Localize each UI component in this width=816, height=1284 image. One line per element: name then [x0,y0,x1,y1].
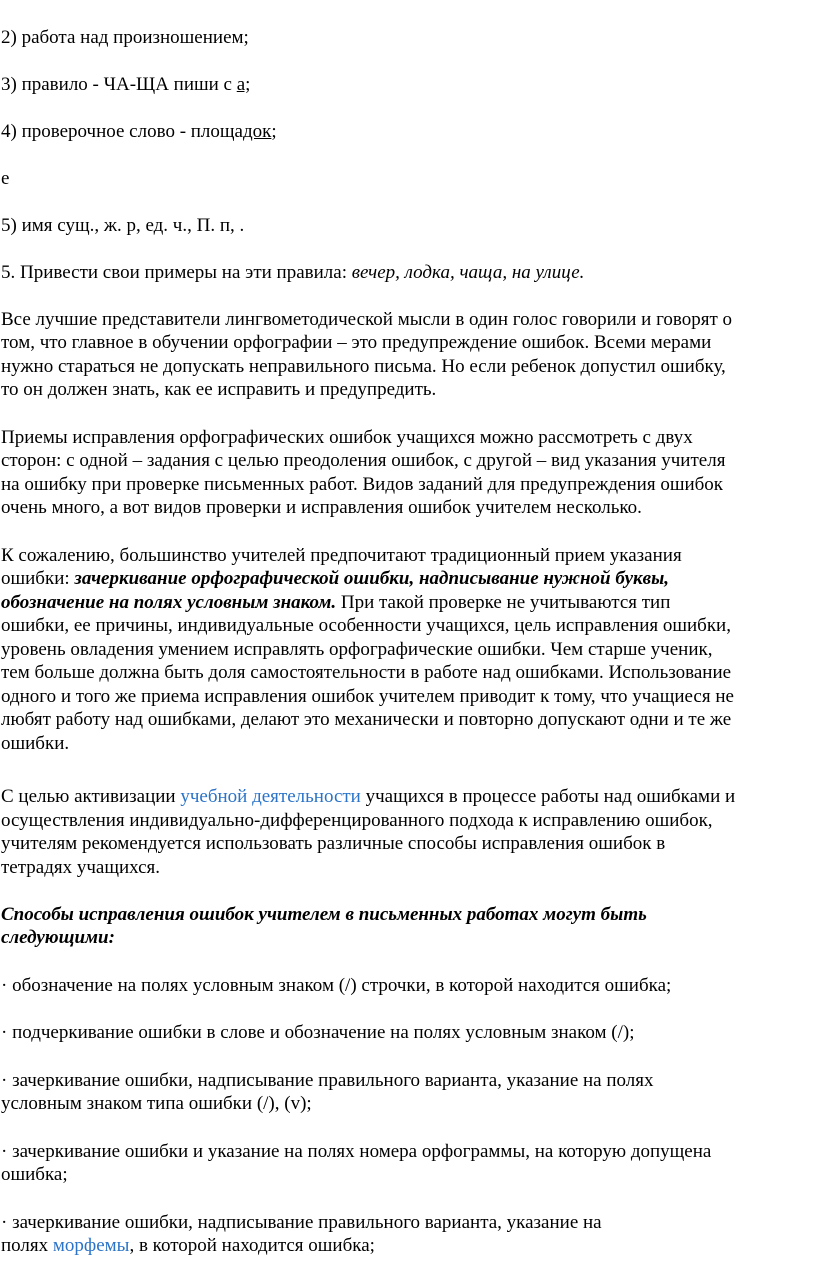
task-5-examples: вечер, лодка, чаща, на улице. [351,262,585,283]
paragraph-3-line [1,591,670,615]
paragraph-2-line: очень много, а вот видов проверки и исправления ошибок учителем несколько. [1,497,642,518]
paragraph-3-line: уровень овладения умением исправлять орфографические ошибки. Чем старше ученик, [1,639,713,660]
section-heading: следующими: [1,927,115,948]
bullet-text: , в которой находится ошибка; [129,1235,375,1256]
bullet-item: · зачеркивание ошибки и указание на полях номера орфограммы, на которую допущена [1,1141,712,1162]
paragraph-2-line: на ошибку при проверке письменных работ. Видов заданий для предупреждения ошибок [1,474,724,495]
bullet-item-continuation: условным знаком типа ошибки (/), (v); [1,1093,312,1114]
paragraph-4-line: учителям рекомендуется использовать различные способы исправления ошибок в [1,833,666,854]
paragraph-4-text: С целью активизации [1,786,181,807]
paragraph-4-line [1,785,735,809]
paragraph-2-line: Приемы исправления орфографических ошибок учащихся можно рассмотреть с двух [1,427,693,448]
list-item-2: 2) работа над произношением; [1,27,249,48]
paragraph-3-line: ошибки. [1,733,70,754]
bullet-item-continuation [1,1234,375,1258]
emphasized-text: обозначение на полях условным знаком. [1,592,337,613]
list-item-3 [1,73,250,97]
underlined-letter: а; [236,74,251,95]
paragraph-1-line: нужно стараться не допускать неправильного письма. Но если ребенок допустил ошибку, [1,356,726,377]
list-item-4-text: 4) проверочное слово - площа [1,121,243,142]
emphasized-text: зачеркивание орфографической ошибки, надписывание нужной буквы, [74,568,670,589]
link-morpheme[interactable]: морфемы [52,1235,130,1256]
stray-letter: е [1,168,10,189]
paragraph-3-text: При такой проверке не учитываются тип [336,592,671,613]
paragraph-3-line: любят работу над ошибками, делают это механически и повторно допускают одни и те же [1,709,732,730]
task-5 [1,261,584,285]
bullet-item: · зачеркивание ошибки, надписывание правильного варианта, указание на [1,1212,602,1233]
bullet-item: · обозначение на полях условным знаком (/) строчки, в которой находится ошибка; [1,975,672,996]
paragraph-3-line: К сожалению, большинство учителей предпочитают традиционный прием указания [1,545,682,566]
paragraph-2-line: сторон: с одной – задания с целью преодоления ошибок, с другой – вид указания учителя [1,450,726,471]
paragraph-3-line: одного и того же приема исправления ошибок учителем приводит к тому, что учащиеся не [1,686,734,707]
link-learning-activity[interactable]: учебной деятельности [180,786,361,807]
list-item-4 [1,120,277,144]
paragraph-3-text: ошибки: [1,568,75,589]
paragraph-3-line: ошибки, ее причины, индивидуальные особенности учащихся, цель исправления ошибки, [1,615,731,636]
bullet-item-continuation: ошибка; [1,1164,68,1185]
task-5-text: 5. Привести свои примеры на эти правила: [1,262,352,283]
paragraph-3-line: тем больше должна быть доля самостоятельности в работе над ошибками. Использование [1,662,732,683]
section-heading: Способы исправления ошибок учителем в письменных работах могут быть [1,904,647,925]
list-item-5: 5) имя сущ., ж. р, ед. ч., П. п, . [1,215,245,236]
paragraph-1-line: том, что главное в обучении орфографии – это предупреждение ошибок. Всеми мерами [1,332,712,353]
list-item-4-end: ; [271,121,277,142]
paragraph-3-line [1,567,669,591]
underlined-suffix: док [242,121,272,142]
paragraph-4-line: тетрадях учащихся. [1,857,161,878]
paragraph-1-line: Все лучшие представители лингвометодической мысли в один голос говорили и говорят о [1,309,733,330]
bullet-item: · подчеркивание ошибки в слове и обозначение на полях условным знаком (/); [1,1022,635,1043]
paragraph-4-text: учащихся в процессе работы над ошибками и [360,786,736,807]
paragraph-1-line: то он должен знать, как ее исправить и предупредить. [1,379,437,400]
paragraph-4-line: осуществления индивидуально-дифференцированного подхода к исправлению ошибок, [1,810,713,831]
bullet-item: · зачеркивание ошибки, надписывание правильного варианта, указание на полях [1,1070,654,1091]
bullet-text: полях [1,1235,53,1256]
list-item-3-text: 3) правило - ЧА-ЩА пиши с [1,74,237,95]
